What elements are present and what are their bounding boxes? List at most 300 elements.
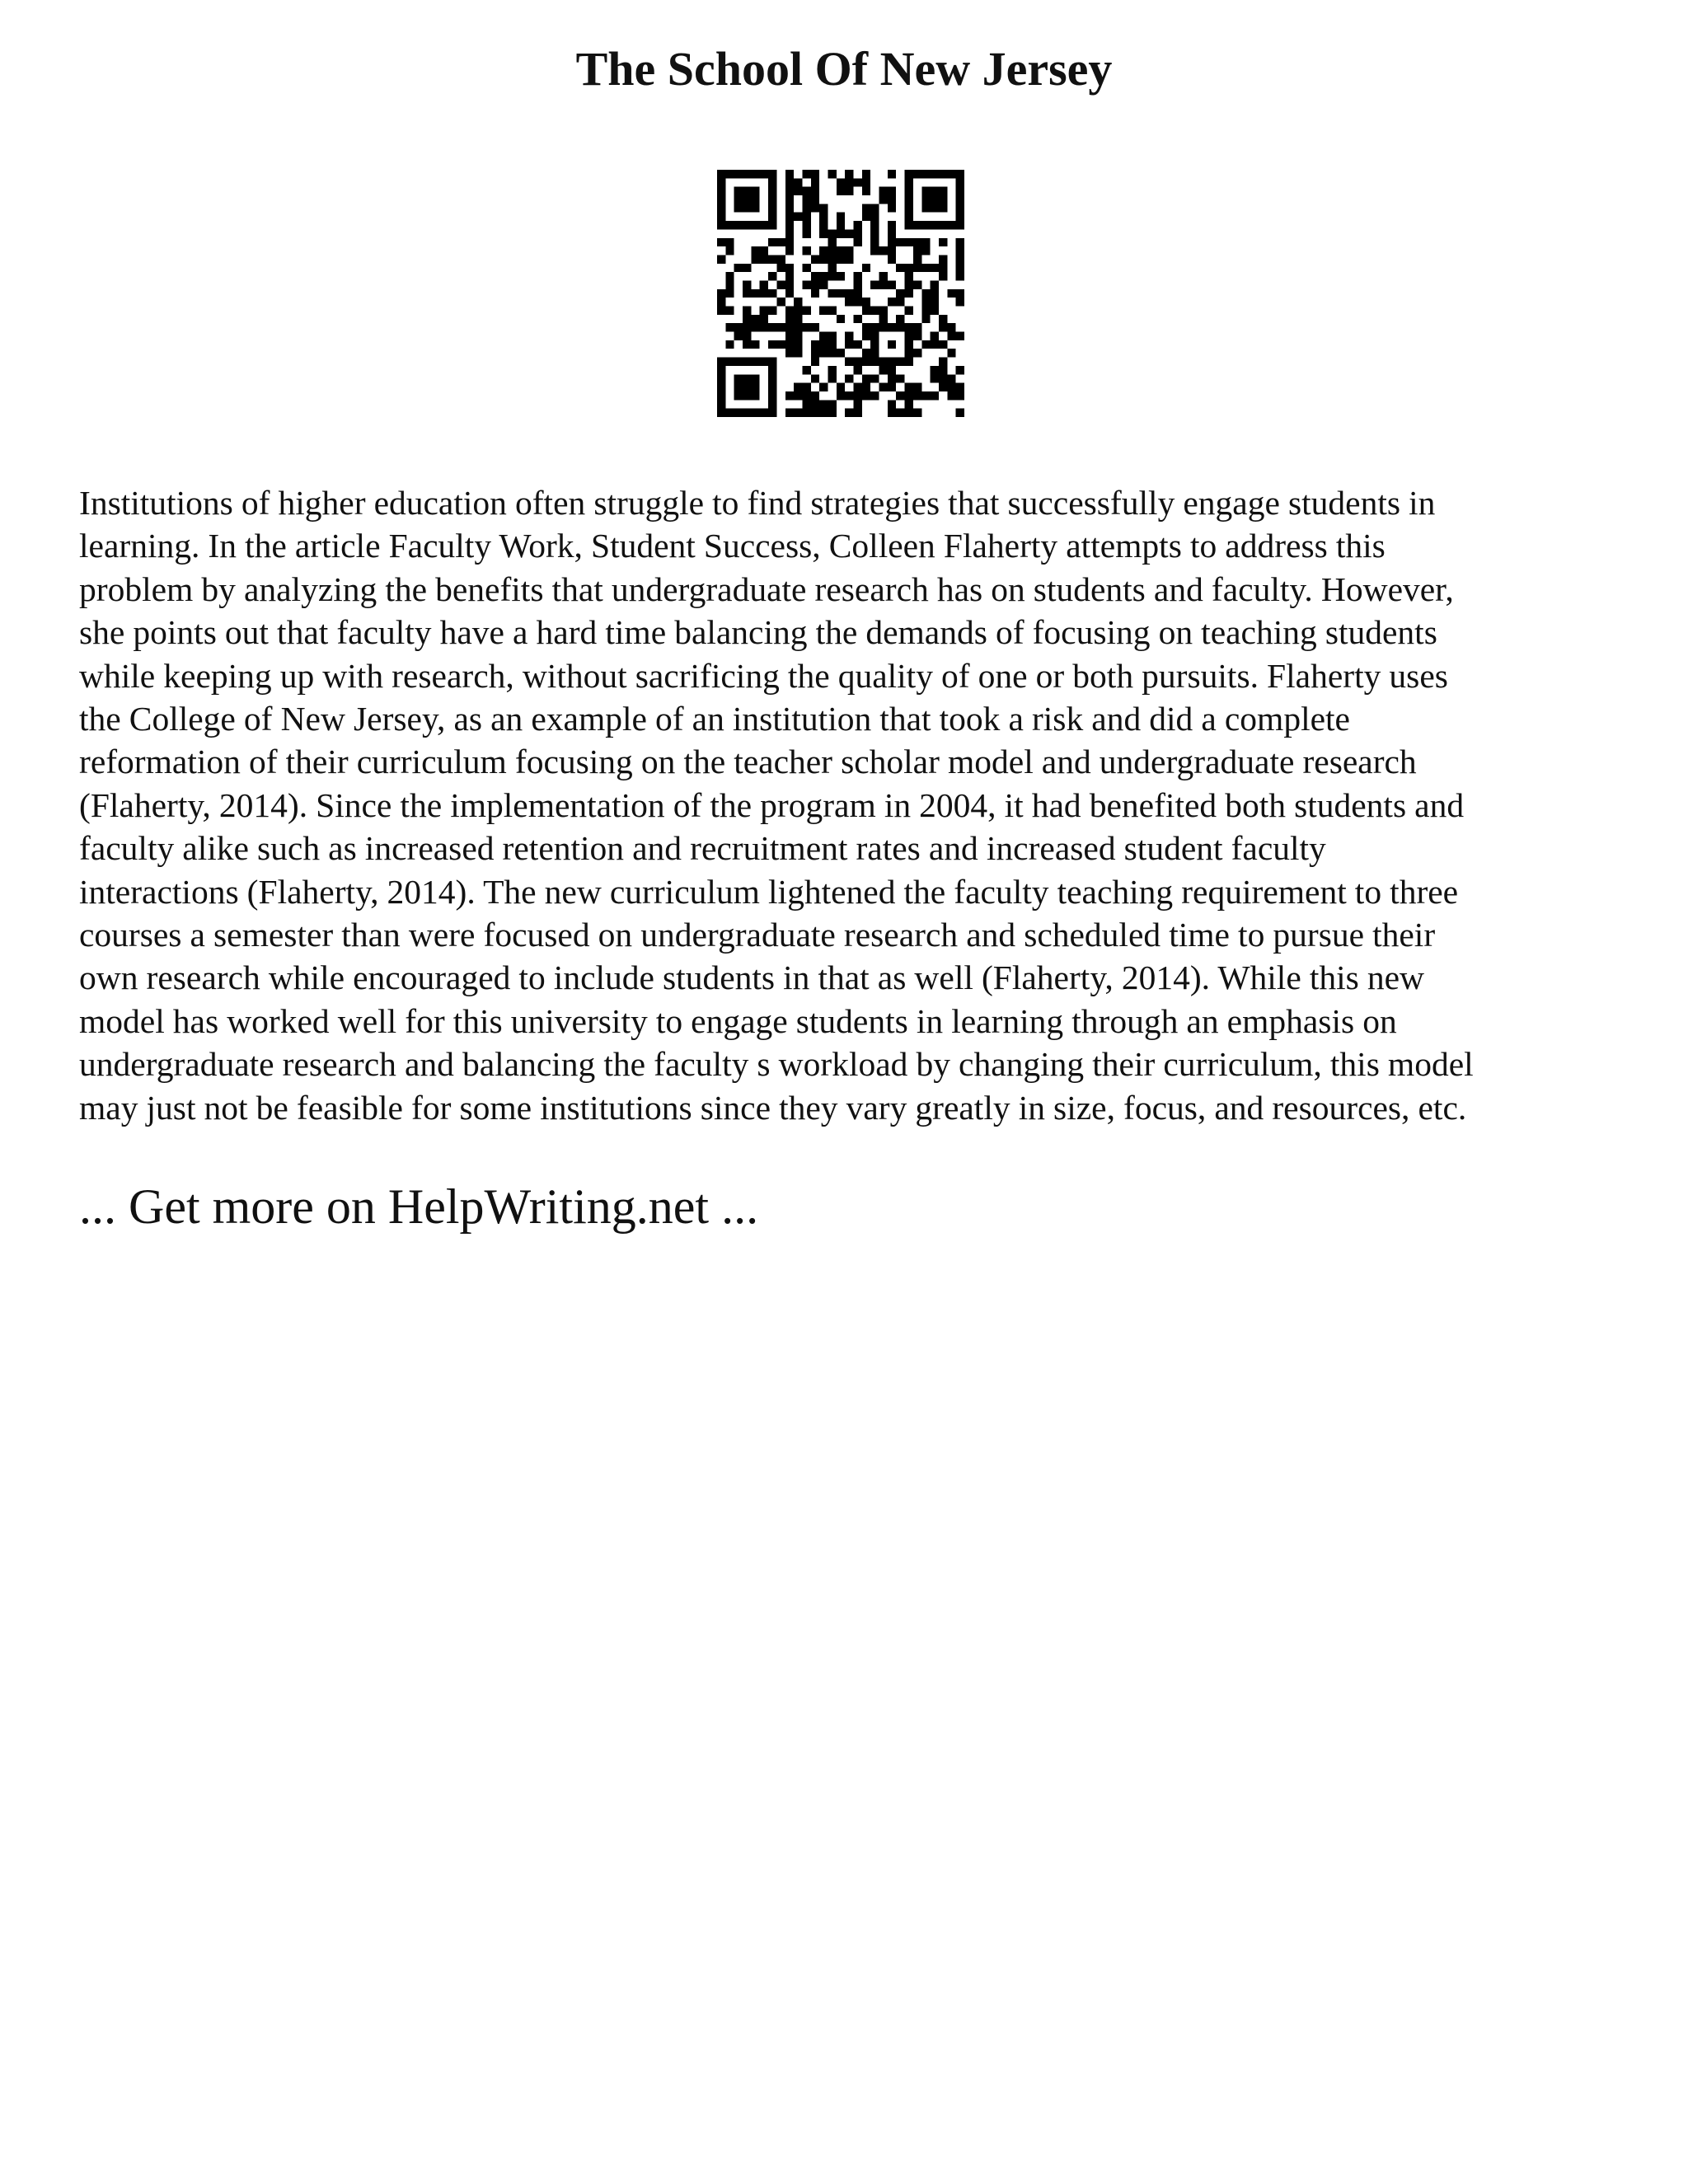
qr-module [768, 400, 776, 408]
qr-module [939, 221, 947, 229]
qr-module [734, 358, 743, 366]
qr-module [896, 409, 904, 417]
qr-module [921, 340, 930, 349]
qr-module [845, 246, 853, 255]
body-line: she points out that faculty have a hard time balancing the demands of focusing on teaching students [79, 613, 1437, 652]
qr-module [947, 170, 955, 178]
qr-module [862, 383, 870, 391]
qr-module [956, 264, 964, 272]
qr-module [717, 178, 725, 186]
qr-module [743, 323, 751, 331]
qr-module [896, 289, 904, 298]
qr-module [794, 298, 802, 306]
qr-module [828, 264, 836, 272]
qr-module [913, 349, 921, 357]
qr-module [956, 289, 964, 298]
qr-module [760, 221, 768, 229]
qr-module [939, 238, 947, 246]
qr-module [717, 307, 725, 315]
qr-module [717, 170, 725, 178]
qr-module [768, 391, 776, 400]
qr-module [785, 170, 794, 178]
qr-module [768, 409, 776, 417]
qr-module [785, 332, 794, 340]
qr-module [768, 204, 776, 212]
qr-module [751, 255, 759, 263]
get-more-link[interactable]: ... Get more on HelpWriting.net ... [79, 1179, 759, 1234]
qr-module [811, 289, 819, 298]
qr-module [854, 383, 862, 391]
qr-module [751, 204, 759, 212]
qr-module [743, 383, 751, 391]
qr-module [845, 374, 853, 382]
qr-module [725, 289, 734, 298]
qr-module [956, 255, 964, 263]
qr-module [947, 332, 955, 340]
qr-module [896, 323, 904, 331]
qr-module [931, 332, 939, 340]
qr-module [828, 332, 836, 340]
qr-module [854, 400, 862, 408]
qr-module [888, 358, 896, 366]
qr-module [725, 409, 734, 417]
qr-module [905, 332, 913, 340]
qr-module [717, 255, 725, 263]
qr-module [888, 366, 896, 374]
qr-module [743, 187, 751, 195]
qr-module [939, 272, 947, 280]
qr-module [811, 400, 819, 408]
qr-module [811, 374, 819, 382]
qr-module [854, 272, 862, 280]
qr-module [854, 280, 862, 288]
qr-module [717, 187, 725, 195]
qr-module [931, 391, 939, 400]
qr-module [854, 340, 862, 349]
qr-module [870, 229, 879, 237]
qr-module [931, 307, 939, 315]
body-line: learning. In the article Faculty Work, Student Success, Colleen Flaherty attempts to address this [79, 527, 1386, 565]
qr-module [837, 246, 845, 255]
qr-module [845, 409, 853, 417]
qr-module [931, 280, 939, 288]
qr-module [879, 272, 888, 280]
qr-module [921, 170, 930, 178]
qr-module [921, 246, 930, 255]
qr-module [854, 178, 862, 186]
qr-module [931, 374, 939, 382]
qr-module [854, 229, 862, 237]
qr-module [760, 315, 768, 323]
qr-module [837, 349, 845, 357]
qr-module [828, 170, 836, 178]
qr-module [913, 221, 921, 229]
qr-module [734, 187, 743, 195]
qr-module [888, 187, 896, 195]
qr-module [811, 187, 819, 195]
qr-module [717, 289, 725, 298]
qr-module [785, 195, 794, 204]
qr-module [760, 170, 768, 178]
qr-module [913, 332, 921, 340]
qr-module [947, 289, 955, 298]
qr-module [905, 280, 913, 288]
qr-module [734, 374, 743, 382]
qr-module [776, 264, 785, 272]
qr-module [845, 255, 853, 263]
qr-module [939, 374, 947, 382]
qr-module [870, 221, 879, 229]
qr-module [905, 187, 913, 195]
qr-module [819, 204, 828, 212]
qr-module [862, 264, 870, 272]
qr-module [794, 315, 802, 323]
qr-module [888, 323, 896, 331]
qr-module [837, 289, 845, 298]
qr-module [734, 221, 743, 229]
qr-module [956, 383, 964, 391]
qr-module [768, 272, 776, 280]
qr-module [905, 358, 913, 366]
qr-module [905, 204, 913, 212]
qr-module [802, 366, 810, 374]
qr-module [760, 289, 768, 298]
qr-module [921, 298, 930, 306]
qr-module [802, 400, 810, 408]
qr-module [776, 280, 785, 288]
qr-module [879, 187, 888, 195]
body-line: may just not be feasible for some institutions since they vary greatly in size, focus, and resources, etc. [79, 1088, 1467, 1127]
qr-module [956, 272, 964, 280]
qr-module [837, 255, 845, 263]
qr-module [734, 391, 743, 400]
qr-module [862, 332, 870, 340]
qr-module [751, 315, 759, 323]
qr-module [879, 195, 888, 204]
qr-module [768, 170, 776, 178]
qr-module [760, 255, 768, 263]
qr-module [905, 238, 913, 246]
qr-module [870, 280, 879, 288]
qr-module [768, 323, 776, 331]
qr-module [888, 170, 896, 178]
qr-module [879, 383, 888, 391]
qr-module [734, 332, 743, 340]
qr-module [776, 238, 785, 246]
qr-module [743, 391, 751, 400]
qr-module [870, 238, 879, 246]
qr-module [905, 409, 913, 417]
qr-module [956, 221, 964, 229]
qr-module [811, 195, 819, 204]
qr-module [828, 349, 836, 357]
qr-module [717, 366, 725, 374]
body-line: Institutions of higher education often struggle to find strategies that successfully engage students in [79, 484, 1436, 522]
qr-module [931, 298, 939, 306]
qr-module [913, 280, 921, 288]
qr-module [845, 340, 853, 349]
qr-code-graphic [717, 170, 964, 417]
qr-module [725, 238, 734, 246]
qr-module [837, 383, 845, 391]
qr-module [768, 289, 776, 298]
qr-module [794, 178, 802, 186]
qr-module [921, 307, 930, 315]
qr-module [913, 383, 921, 391]
qr-module [939, 340, 947, 349]
qr-module [828, 307, 836, 315]
qr-module [905, 349, 913, 357]
qr-module [743, 358, 751, 366]
qr-module [794, 391, 802, 400]
qr-module [776, 298, 785, 306]
qr-module [743, 307, 751, 315]
qr-module [905, 307, 913, 315]
qr-module [845, 170, 853, 178]
qr-module [896, 358, 904, 366]
qr-module [879, 366, 888, 374]
qr-module [819, 400, 828, 408]
qr-module [768, 221, 776, 229]
qr-module [905, 391, 913, 400]
qr-module [819, 229, 828, 237]
qr-module [751, 323, 759, 331]
qr-module [785, 307, 794, 315]
qr-module [751, 358, 759, 366]
qr-module [913, 246, 921, 255]
qr-module [768, 213, 776, 221]
qr-module [905, 272, 913, 280]
qr-module [717, 409, 725, 417]
qr-module [947, 323, 955, 331]
qr-module [743, 264, 751, 272]
qr-module [862, 178, 870, 186]
qr-module [939, 255, 947, 263]
qr-module [802, 229, 810, 237]
qr-module [828, 272, 836, 280]
qr-module [905, 323, 913, 331]
qr-module [862, 170, 870, 178]
qr-module [734, 323, 743, 331]
qr-module [760, 246, 768, 255]
qr-module [854, 358, 862, 366]
qr-module [811, 255, 819, 263]
qr-module [837, 229, 845, 237]
qr-module [802, 383, 810, 391]
qr-module [802, 409, 810, 417]
qr-module [811, 340, 819, 349]
qr-module [921, 238, 930, 246]
qr-module [751, 409, 759, 417]
qr-module [743, 409, 751, 417]
qr-module [768, 366, 776, 374]
qr-module [717, 213, 725, 221]
qr-module [888, 195, 896, 204]
qr-module [870, 358, 879, 366]
qr-module [905, 289, 913, 298]
qr-module [931, 195, 939, 204]
qr-module [870, 374, 879, 382]
qr-module [819, 383, 828, 391]
body-paragraph [79, 481, 1645, 1129]
qr-module [862, 213, 870, 221]
qr-module [802, 391, 810, 400]
qr-module [905, 221, 913, 229]
qr-module [837, 272, 845, 280]
qr-module [939, 315, 947, 323]
qr-module [828, 400, 836, 408]
qr-module [811, 349, 819, 357]
qr-module [751, 246, 759, 255]
body-line: the College of New Jersey, as an example of an institution that took a risk and did a complete [79, 700, 1350, 738]
qr-module [879, 307, 888, 315]
qr-module [845, 298, 853, 306]
qr-module [785, 391, 794, 400]
qr-module [905, 170, 913, 178]
qr-module [862, 391, 870, 400]
qr-module [717, 221, 725, 229]
qr-module [956, 391, 964, 400]
qr-module [743, 315, 751, 323]
qr-module [734, 409, 743, 417]
qr-module [725, 358, 734, 366]
qr-module [888, 238, 896, 246]
qr-module [725, 280, 734, 288]
body-line: undergraduate research and balancing the faculty s workload by changing their curriculum, this model [79, 1045, 1474, 1084]
qr-module [939, 187, 947, 195]
qr-module [811, 178, 819, 186]
qr-module [785, 178, 794, 186]
qr-module [819, 246, 828, 255]
qr-module [828, 340, 836, 349]
qr-module [828, 255, 836, 263]
qr-module [819, 221, 828, 229]
qr-module [811, 272, 819, 280]
qr-module [931, 264, 939, 272]
qr-module [921, 315, 930, 323]
qr-module [811, 204, 819, 212]
qr-module [811, 170, 819, 178]
qr-module [870, 349, 879, 357]
qr-module [717, 204, 725, 212]
qr-module [888, 221, 896, 229]
qr-module [802, 323, 810, 331]
qr-module [931, 340, 939, 349]
qr-module [905, 195, 913, 204]
qr-module [845, 391, 853, 400]
qr-module [802, 280, 810, 288]
qr-module [939, 323, 947, 331]
qr-module [862, 349, 870, 357]
qr-module [888, 374, 896, 382]
qr-module [870, 340, 879, 349]
qr-module [802, 170, 810, 178]
qr-module [905, 213, 913, 221]
qr-module [785, 280, 794, 288]
qr-module [870, 323, 879, 331]
qr-module [785, 315, 794, 323]
qr-module [811, 280, 819, 288]
qr-module [760, 307, 768, 315]
qr-module [811, 358, 819, 366]
qr-module [819, 332, 828, 340]
qr-module [931, 187, 939, 195]
qr-module [939, 195, 947, 204]
qr-module [845, 178, 853, 186]
qr-module [794, 383, 802, 391]
qr-module [931, 204, 939, 212]
qr-module [888, 340, 896, 349]
qr-module [768, 187, 776, 195]
qr-module [751, 170, 759, 178]
qr-module [785, 340, 794, 349]
qr-module [794, 213, 802, 221]
qr-module [768, 238, 776, 246]
qr-module [760, 323, 768, 331]
qr-module [905, 340, 913, 349]
qr-module [743, 170, 751, 178]
qr-module [896, 374, 904, 382]
qr-module [794, 323, 802, 331]
qr-module [896, 391, 904, 400]
qr-module [913, 391, 921, 400]
qr-module [845, 332, 853, 340]
qr-module [717, 238, 725, 246]
qr-module [921, 391, 930, 400]
qr-module [947, 221, 955, 229]
qr-module [913, 409, 921, 417]
qr-module [879, 323, 888, 331]
qr-module [939, 264, 947, 272]
qr-module [931, 221, 939, 229]
qr-module [785, 187, 794, 195]
qr-module [785, 349, 794, 357]
qr-module [888, 400, 896, 408]
qr-module [956, 246, 964, 255]
qr-module [939, 383, 947, 391]
qr-module [802, 204, 810, 212]
qr-module [921, 195, 930, 204]
qr-module [717, 400, 725, 408]
body-line: problem by analyzing the benefits that undergraduate research has on students and faculty. However, [79, 569, 1454, 608]
qr-module [870, 213, 879, 221]
qr-module [896, 238, 904, 246]
qr-module [819, 307, 828, 315]
qr-module [725, 307, 734, 315]
qr-module [837, 187, 845, 195]
qr-module [845, 187, 853, 195]
qr-module [785, 238, 794, 246]
qr-module [743, 289, 751, 298]
qr-module [921, 221, 930, 229]
qr-module [819, 255, 828, 263]
qr-module [854, 238, 862, 246]
qr-module [939, 170, 947, 178]
qr-module [870, 332, 879, 340]
qr-module [802, 264, 810, 272]
qr-module [802, 307, 810, 315]
qr-module [939, 204, 947, 212]
qr-module [879, 358, 888, 366]
qr-module [862, 374, 870, 382]
qr-module [785, 272, 794, 280]
qr-module [785, 246, 794, 255]
qr-module [802, 221, 810, 229]
qr-module [905, 383, 913, 391]
qr-module [888, 383, 896, 391]
qr-module [802, 187, 810, 195]
qr-module [896, 298, 904, 306]
